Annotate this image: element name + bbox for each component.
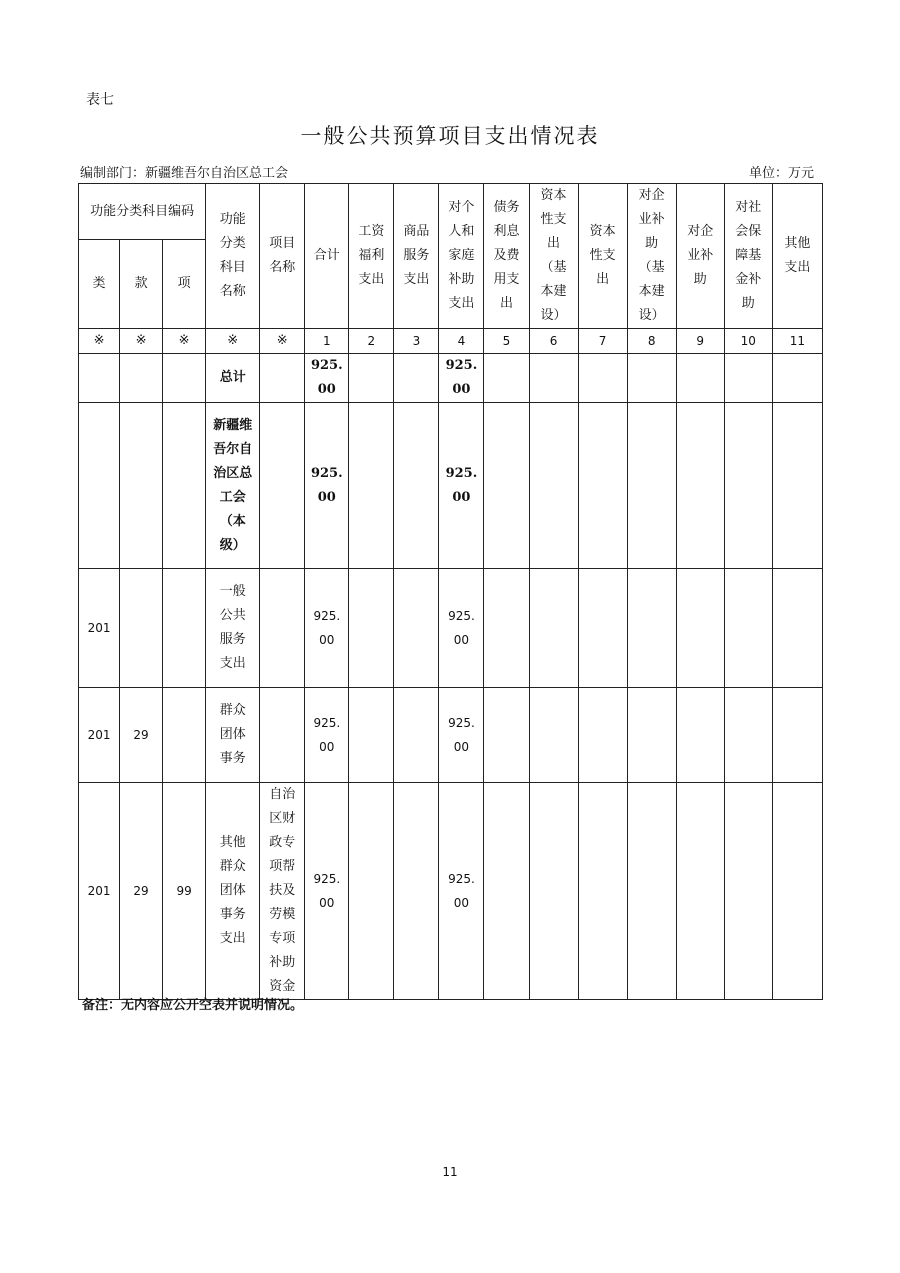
index-cell: 7 (578, 329, 627, 354)
index-cell: 8 (627, 329, 676, 354)
cell-total: 925.00 (305, 354, 349, 403)
table-label: 表七 (86, 92, 114, 108)
cell-empty (394, 688, 439, 783)
cell-empty (529, 688, 578, 783)
cell-kuan (120, 403, 163, 569)
unit-label: 单位：万元 (748, 166, 814, 181)
cell-empty (772, 783, 822, 1000)
cell-empty (484, 688, 529, 783)
cell-personal-family: 925.00 (439, 783, 484, 1000)
cell-empty (627, 688, 676, 783)
cell-xiang (163, 354, 206, 403)
cell-lei: 201 (79, 569, 120, 688)
cell-empty (578, 783, 627, 1000)
cell-function-name: 总计 (206, 354, 260, 403)
cell-empty (772, 688, 822, 783)
cell-empty (676, 783, 724, 1000)
header-debt-interest: 债务利息及费用支出 (484, 184, 529, 329)
header-personal-family: 对个人和家庭补助支出 (439, 184, 484, 329)
header-salary: 工资福利支出 (349, 184, 394, 329)
header-kuan: 款 (120, 240, 163, 329)
index-cell: 2 (349, 329, 394, 354)
header-enterprise-basic: 对企业补助（基本建设） (627, 184, 676, 329)
cell-lei (79, 354, 120, 403)
page-title: 一般公共预算项目支出情况表 (300, 124, 600, 148)
cell-empty (724, 569, 772, 688)
cell-xiang: 99 (163, 783, 206, 1000)
cell-empty (484, 403, 529, 569)
cell-empty (529, 783, 578, 1000)
header-function-code: 功能分类科目编码 (79, 184, 206, 240)
index-cell: ※ (163, 329, 206, 354)
cell-total: 925.00 (305, 403, 349, 569)
cell-empty (627, 569, 676, 688)
cell-empty (627, 403, 676, 569)
cell-empty (676, 688, 724, 783)
cell-total: 925.00 (305, 569, 349, 688)
index-cell: ※ (79, 329, 120, 354)
cell-project-name (260, 688, 305, 783)
table-row (79, 354, 823, 403)
header-social-security: 对社会保障基金补助 (724, 184, 772, 329)
cell-empty (772, 569, 822, 688)
cell-function-name: 一般公共服务支出 (206, 569, 260, 688)
cell-empty (349, 569, 394, 688)
index-cell: 9 (676, 329, 724, 354)
cell-empty (772, 354, 822, 403)
header-project-name: 项目名称 (260, 184, 305, 329)
cell-personal-family: 925.00 (439, 403, 484, 569)
header-goods-services: 商品服务支出 (394, 184, 439, 329)
cell-project-name (260, 403, 305, 569)
cell-empty (627, 354, 676, 403)
cell-lei (79, 403, 120, 569)
cell-empty (724, 354, 772, 403)
cell-personal-family: 925.00 (439, 569, 484, 688)
header-capital: 资本性支出 (578, 184, 627, 329)
cell-function-name: 其他群众团体事务支出 (206, 783, 260, 1000)
cell-xiang (163, 569, 206, 688)
cell-empty (529, 569, 578, 688)
header-total: 合计 (305, 184, 349, 329)
cell-empty (394, 403, 439, 569)
cell-empty (484, 354, 529, 403)
index-row (79, 329, 823, 354)
index-cell: ※ (120, 329, 163, 354)
cell-empty (578, 688, 627, 783)
table-row (79, 783, 823, 1000)
cell-xiang (163, 688, 206, 783)
cell-empty (676, 403, 724, 569)
index-cell: 4 (439, 329, 484, 354)
cell-lei: 201 (79, 688, 120, 783)
page-number: 11 (442, 1165, 458, 1179)
header-row-1 (79, 184, 823, 240)
cell-empty (349, 783, 394, 1000)
cell-empty (349, 403, 394, 569)
cell-personal-family: 925.00 (439, 354, 484, 403)
cell-empty (676, 569, 724, 688)
header-enterprise: 对企业补助 (676, 184, 724, 329)
index-cell: 11 (772, 329, 822, 354)
cell-empty (578, 403, 627, 569)
cell-function-name: 群众团体事务 (206, 688, 260, 783)
cell-empty (772, 403, 822, 569)
cell-kuan (120, 569, 163, 688)
cell-empty (394, 783, 439, 1000)
cell-empty (676, 354, 724, 403)
cell-total: 925.00 (305, 688, 349, 783)
cell-empty (578, 569, 627, 688)
footnote: 备注：无内容应公开空表并说明情况。 (82, 998, 304, 1013)
header-capital-basic: 资本性支出（基本建设） (529, 184, 578, 329)
cell-empty (349, 354, 394, 403)
cell-empty (394, 569, 439, 688)
cell-project-name (260, 569, 305, 688)
index-cell: 3 (394, 329, 439, 354)
cell-project-name (260, 354, 305, 403)
cell-personal-family: 925.00 (439, 688, 484, 783)
cell-empty (349, 688, 394, 783)
cell-lei: 201 (79, 783, 120, 1000)
cell-empty (627, 783, 676, 1000)
header-other: 其他支出 (772, 184, 822, 329)
cell-total: 925.00 (305, 783, 349, 1000)
cell-kuan: 29 (120, 783, 163, 1000)
cell-kuan: 29 (120, 688, 163, 783)
header-xiang: 项 (163, 240, 206, 329)
cell-empty (394, 354, 439, 403)
index-cell: 6 (529, 329, 578, 354)
cell-kuan (120, 354, 163, 403)
cell-empty (578, 354, 627, 403)
cell-empty (724, 403, 772, 569)
header-function-name: 功能分类科目名称 (206, 184, 260, 329)
compiling-department: 编制部门：新疆维吾尔自治区总工会 (80, 166, 289, 181)
cell-empty (484, 783, 529, 1000)
table-row (79, 403, 823, 569)
cell-project-name: 自治区财政专项帮扶及劳模专项补助资金 (260, 783, 305, 1000)
index-cell: 1 (305, 329, 349, 354)
cell-empty (724, 783, 772, 1000)
budget-table (78, 183, 823, 1000)
index-cell: 5 (484, 329, 529, 354)
cell-empty (484, 569, 529, 688)
header-lei: 类 (79, 240, 120, 329)
cell-empty (529, 354, 578, 403)
index-cell: 10 (724, 329, 772, 354)
table-row (79, 688, 823, 783)
index-cell: ※ (206, 329, 260, 354)
index-cell: ※ (260, 329, 305, 354)
cell-empty (724, 688, 772, 783)
cell-empty (529, 403, 578, 569)
cell-function-name: 新疆维吾尔自治区总工会（本级） (206, 403, 260, 569)
cell-xiang (163, 403, 206, 569)
table-row (79, 569, 823, 688)
